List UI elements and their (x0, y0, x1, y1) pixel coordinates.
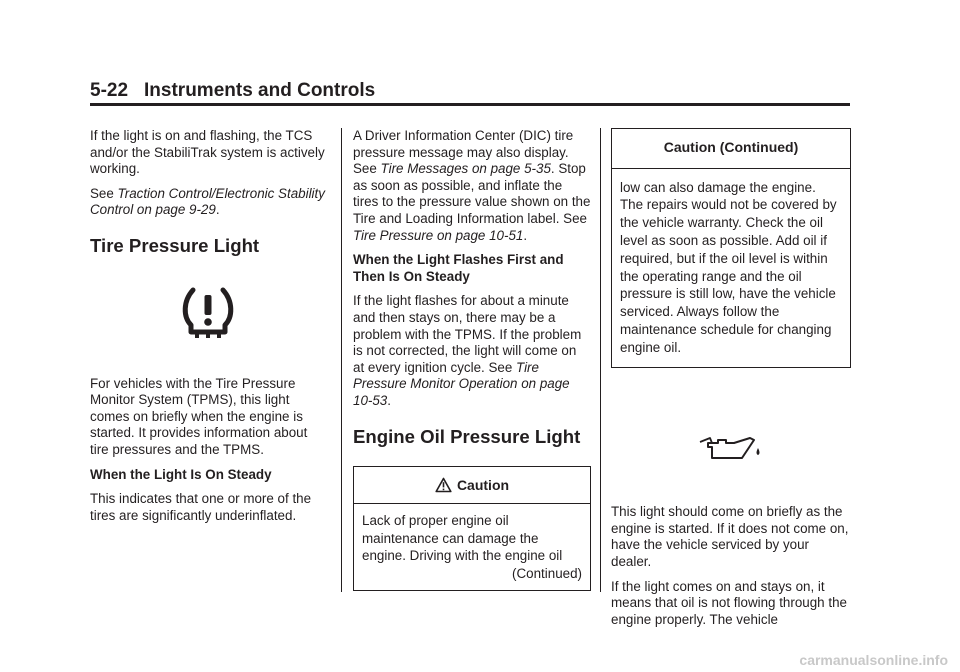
oil-icon-wrap (611, 434, 851, 469)
heading-engine-oil-pressure-light: Engine Oil Pressure Light (353, 425, 581, 447)
text: If the light flashes for about a minute and then stays on, there may be a problem with the TPMS. If the problem is not corrected, the light will come on at every ignition cycle. See (353, 293, 582, 375)
subheading: When the Light Flashes First and Then Is On Steady (353, 252, 564, 284)
caution-title: Caution (456, 476, 510, 493)
watermark: carmanualsonline.info (799, 652, 948, 668)
text: . (387, 392, 391, 408)
continued-label: (Continued) (512, 565, 582, 581)
caution-body (354, 504, 590, 590)
caution-box-continued (611, 128, 851, 368)
oil-can-icon (698, 434, 764, 464)
paragraph: This light should come on briefly as the engine is started. If it does not come on, have the vehicle serviced by your dealer. (611, 504, 849, 569)
page-header (90, 80, 850, 102)
header-rule (90, 103, 850, 106)
caution-triangle-icon (435, 477, 452, 493)
column-1 (90, 128, 326, 532)
tire-pressure-warning-icon (179, 283, 237, 341)
column-divider (341, 128, 342, 592)
cross-reference: Tire Pressure on page 10-51 (353, 227, 524, 243)
paragraph: This indicates that one or more of the tires are significantly underinflated. (90, 491, 312, 523)
caution-header: Caution (Continued) (612, 129, 850, 169)
caution-text: low can also damage the engine. The repairs would not be covered by the vehicle warranty. Check the oil level as soon as possible. Add oil if required, but if the oil level is within the operating range and the oil pressure is still low, have the vehicle serviced. Always follow the maintenance schedule for changing engine oil. (620, 179, 837, 355)
paragraph: For vehicles with the Tire Pressure Monitor System (TPMS), this light comes on briefly when the engine is started. It provides information about tire pressures and the TPMS. (90, 375, 308, 457)
text: . (523, 227, 528, 243)
caution-box (353, 466, 591, 592)
paragraph: If the light comes on and stays on, it means that oil is not flowing through the engine properly. The vehicle (611, 578, 847, 627)
column-3 (611, 128, 851, 636)
caution-header (354, 467, 590, 505)
paragraph (90, 186, 326, 219)
column-2 (353, 128, 591, 591)
section-title: Instruments and Controls (144, 80, 376, 101)
caution-text: Lack of proper engine oil maintenance can damage the engine. Driving with the engine oil (362, 513, 563, 564)
page-number: 5-22 (90, 80, 129, 101)
column-divider (600, 128, 601, 592)
cross-reference: Tire Pressure Monitor Operation on page 10-53 (353, 359, 570, 408)
subheading: When the Light Is On Steady (90, 466, 272, 482)
paragraph (353, 293, 591, 409)
text: . (215, 202, 220, 218)
text: See (90, 185, 118, 201)
heading-tire-pressure-light: Tire Pressure Light (90, 234, 260, 256)
paragraph (353, 128, 591, 244)
cross-reference: Tire Messages on page 5-35 (380, 161, 551, 177)
text: . Stop as soon as possible, and inflate the tires to the pressure value shown on the Tire and Loading Information label. See (353, 161, 591, 226)
text: A Driver Information Center (DIC) tire pressure message may also display. See (353, 128, 574, 177)
paragraph: If the light is on and flashing, the TCS and/or the StabiliTrak system is actively working. (90, 128, 325, 177)
tpms-icon-wrap (90, 283, 326, 346)
cross-reference: Traction Control/Electronic Stability Control on page 9-29 (90, 185, 325, 218)
